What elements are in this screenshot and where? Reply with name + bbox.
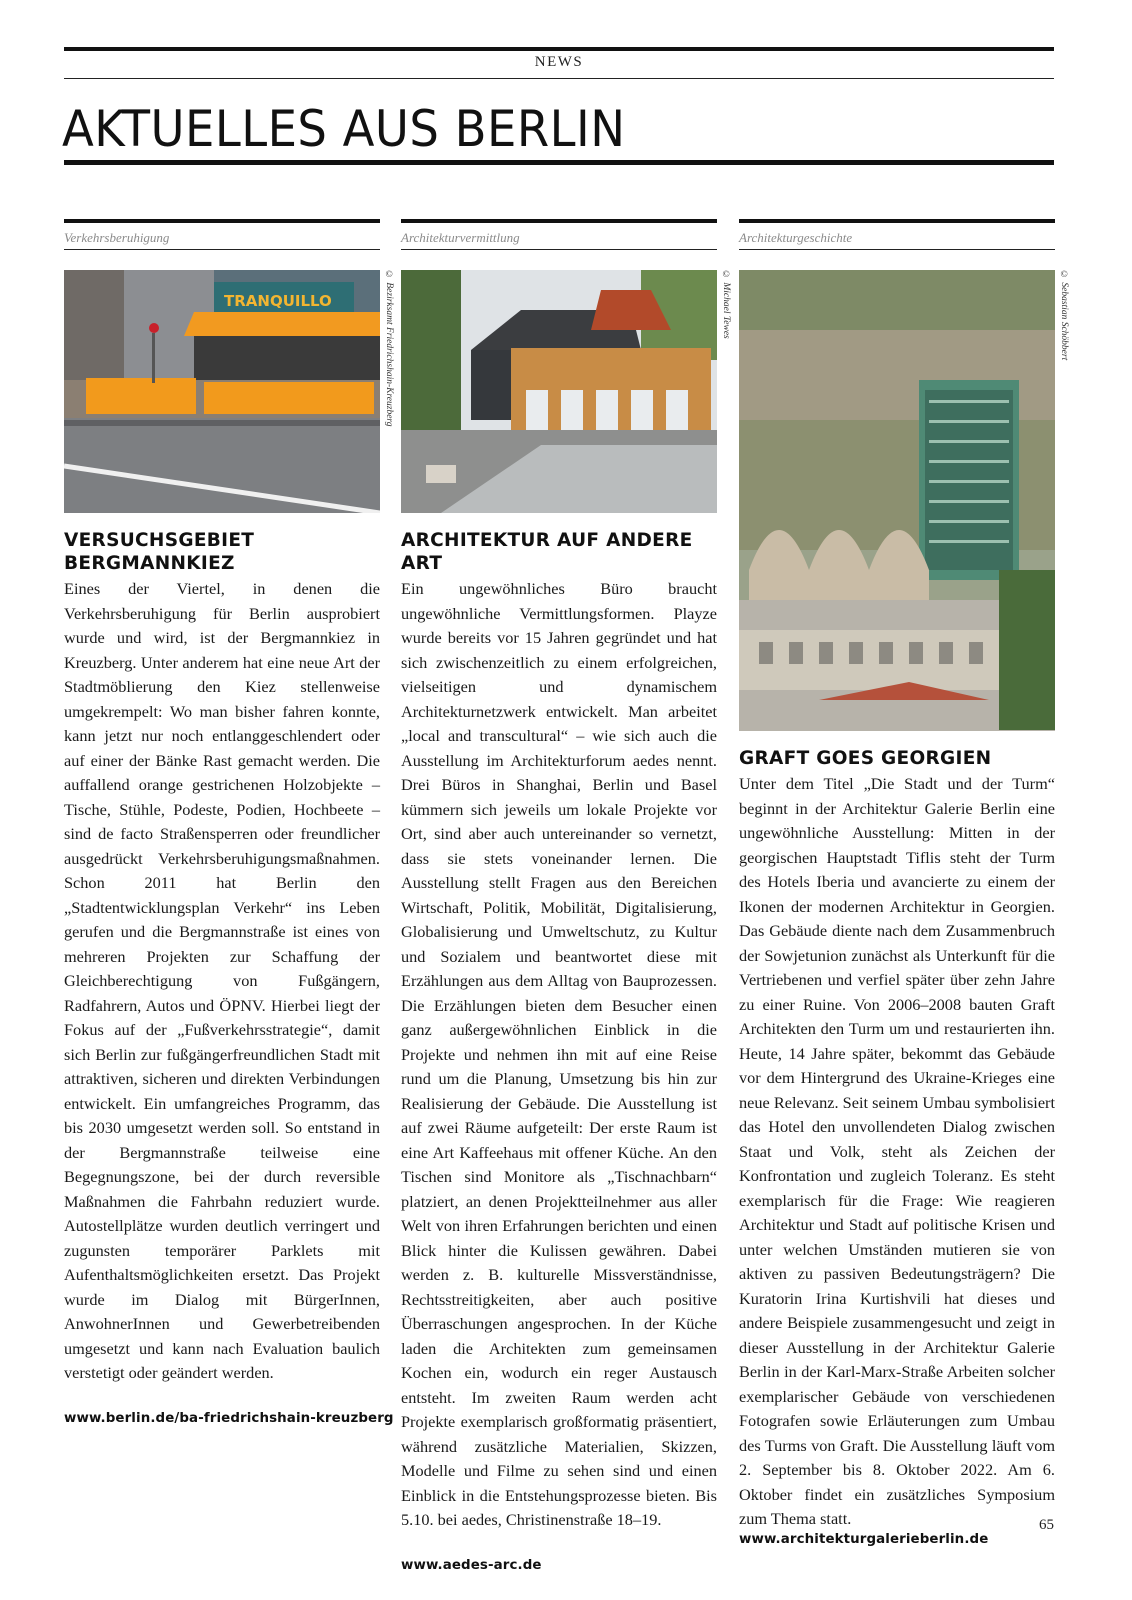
article-body: Eines der Viertel, in denen die Verkehrsberuhigung für Berlin ausprobiert wurde und wird, ist der Bergmannkiez in Kreuzberg. Unter anderem hat eine neue Art der Stadtmöblierung den Kiez stellenweise umgekrempelt: Wo man bisher fahren konnte, kann jetzt nur noch entlanggeschlendert oder auf einer der Bänke Rast gemacht werden. Die auffallend orange gestrichenen Holzobjekte – Tische, Stühle, Podeste, Podien, Hochbeete – sind de facto Straßensperren oder freundlicher ausgedrückt Verkehrsberuhigungsmaßnahmen. Schon 2011 hat Berlin den „Stadtentwicklungsplan Verkehr“ ins Leben gerufen und die Bergmannstraße ist eines von mehreren Projekten zur Schaffung der Gleichberechtigung von Fußgängern, Radfahrern, Autos und ÖPNV. Hierbei liegt der Fokus auf der „Fußverkehrsstrategie“, damit sich Berlin zur fußgängerfreundlichen Stadt mit attraktiven, sicheren und direkten Verbindungen entwickelt. Ein umfangreiches Programm, das bis 2030 umgesetzt werden soll. So entstand in der Bergmannstraße teilweise eine Begegnungszone, bei der durch reversible Maßnahmen die Fahrbahn reduziert wurde. Autostellplätze wurden deutlich verringert und zugunsten temporärer Parklets mit Aufenthaltsmöglichkeiten ersetzt. Das Projekt wurde im Dialog mit BürgerInnen, AnwohnerInnen und Gewerbetreibenden umgesetzt und kann nach Evaluation baulich verstetigt oder geändert werden. [64,579,380,1382]
title-rule [64,160,1054,165]
article-headline: GRAFT GOES GEORGIEN [739,748,992,769]
page-number: 65 [1039,1517,1054,1533]
section-rule [64,78,1054,79]
category-label: Verkehrsberuhigung [64,223,380,250]
article-photo [739,270,1069,731]
photo-credit: © Sebastian Schöbbert [1059,270,1069,361]
category-label: Architekturgeschichte [739,223,1055,250]
shop-sign: TRANQUILLO [224,292,332,310]
article-photo [401,270,731,513]
article-column-3 [739,219,1069,1547]
street-parklet-photo [64,270,380,513]
brick-building-photo [401,270,717,513]
article-headline: VERSUCHSGEBIET BERGMANNKIEZ [64,530,255,574]
tbilisi-tower-photo [739,270,1055,731]
article-body: Ein ungewöhnliches Büro braucht ungewöhnliche Vermittlungsformen. Playze wurde bereits vor 15 Jahren gegründet und hat sich zwischenzeitlich zu einem erfolgreichen, vielseitigen und dynamischem Architekturnetzwerk entwickelt. Man arbeitet „local and transcultural“ – wie sich auch die Ausstellung im Architekturforum aedes nennt. Drei Büros in Shanghai, Berlin und Basel kümmern sich jeweils um lokale Projekte vor Ort, sind aber auch untereinander so vernetzt, dass sie stets voneinander lernen. Die Ausstellung stellt Fragen aus den Bereichen Wirtschaft, Politik, Mobilität, Digitalisierung, Globalisierung und Umweltschutz, zu Kultur und Sozialem und beantwortet diese mit Erzählungen aus dem Alltag von Bauprozessen. Die Erzählungen bieten dem Besucher einen ganz außergewöhnlichen Einblick in die Projekte und nehmen ihn mit auf eine Reise rund um die Planung, Umsetzung bis hin zur Realisierung der Gebäude. Die Ausstellung ist auf zwei Räume aufgeteilt: Der erste Raum ist eine Art Kaffeehaus mit offener Küche. An den Tischen sind Monitore als „Tischnachbarn“ platziert, an denen Projektteilnehmer aus aller Welt von ihren Erfahrungen berichten und einen Blick hinter die Kulissen gewähren. Dabei werden z. B. kulturelle Missverständnisse, Rechtsstreitigkeiten, aber auch positive Überraschungen angesprochen. In der Küche laden die Architekten zum gemeinsamen Kochen ein, wodurch ein reger Austausch entsteht. Im zweiten Raum werden acht Projekte exemplarisch großformatig präsentiert, während zusätzliche Materialien, Skizzen, Modelle und Filme zu sehen sind und einen Einblick in die Entstehungsprozesse bieten. Bis 5.10. bei aedes, Christinenstraße 18–19. [401,579,717,1529]
photo-credit: © Bezirksamt Friedrichshain-Kreuzberg [384,270,394,427]
article-column-1 [64,219,394,1426]
page-title: AKTUELLES AUS BERLIN [62,100,626,158]
article-link[interactable]: www.architekturgalerieberlin.de [739,1531,989,1547]
top-rule [64,47,1054,51]
article-link[interactable]: www.aedes-arc.de [401,1557,542,1573]
photo-credit: © Michael Tewes [721,270,731,339]
section-label: NEWS [534,54,584,70]
article-body: Unter dem Titel „Die Stadt und der Turm“ beginnt in der Architektur Galerie Berlin eine ungewöhnliche Ausstellung: Mitten in der georgischen Hauptstadt Tiflis steht der Turm des Hotels Iberia und avancierte zu einem der Ikonen der modernen Architektur in Georgien. Das Gebäude diente nach dem Zusammenbruch der Sowjetunion zunächst als Unterkunft für die Vertriebenen und verfiel später über zehn Jahre zu einer Ruine. Von 2006–2008 bauten Graft Architekten den Turm um und restaurierten ihn. Heute, 14 Jahre später, bekommt das Gebäude vor dem Hintergrund des Ukraine-Krieges eine neue Relevanz. Seit seinem Umbau symbolisiert das Hotel den unvollendeten Dialog zwischen Staat und Volk, steht als Zeichen der Konfrontation und zugleich Toleranz. Es steht exemplarisch für die Frage: Wie reagieren Architektur und Stadt auf politische Krisen und unter welchen Umständen mutieren sie von aktiven zu passiven Bedeutungsträgern? Die Kuratorin Irina Kurtishvili hat dieses und andere Beispiele zusammengesucht und zeigt in dieser Ausstellung in der Architektur Galerie Berlin in der Karl-Marx-Straße Arbeiten solcher exemplarischer Gebäude von verschiedenen Fotografen sowie Erläuterungen zum Umbau des Turms von Graft. Die Ausstellung läuft vom 2. September bis 8. Oktober 2022. Am 6. Oktober findet ein zusätzliches Symposium zum Thema statt. [739,774,1055,1528]
article-link[interactable]: www.berlin.de/ba-friedrichshain-kreuzberg [64,1410,394,1426]
article-photo [64,270,394,513]
article-column-2 [401,219,731,1573]
category-label: Architekturvermittlung [401,223,717,250]
article-headline: ARCHITEKTUR AUF ANDERE ART [401,530,693,574]
